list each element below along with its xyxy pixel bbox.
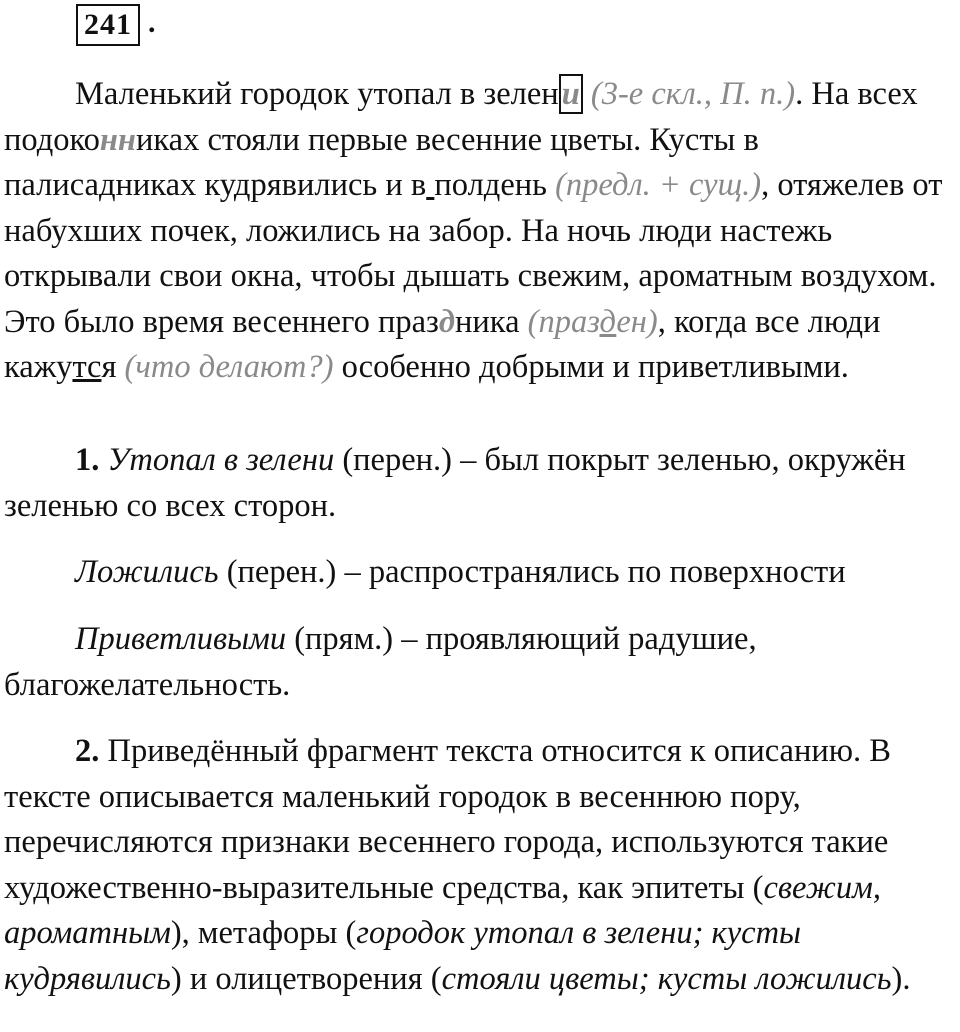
answer-item-1 bbox=[4, 438, 959, 529]
item-term: Утопал в зелени bbox=[107, 442, 335, 478]
text-part: , когда все люди кажу bbox=[4, 303, 881, 385]
item-text: ), метафоры ( bbox=[170, 915, 357, 951]
answer-item-1c bbox=[4, 617, 959, 708]
text-part: ника bbox=[455, 303, 528, 340]
item-text: Приведённый фрагмент текста относится к описанию. В тексте описывается маленький городок в весеннюю пору, перечисляются признаки весеннего города, используются такие художественно-выразительные средства, как эпитеты ( bbox=[4, 733, 891, 906]
exercise-number-dot: . bbox=[148, 6, 156, 39]
item-text: (прям.) – проявляющий радушие, благожелательность. bbox=[4, 621, 757, 703]
check-word: (празден) bbox=[527, 303, 658, 340]
item-text: ). bbox=[891, 960, 911, 997]
grammar-note: (предл. + сущ.) bbox=[555, 167, 762, 203]
text-part: полдень bbox=[434, 167, 556, 203]
item-example: свежим, ароматным bbox=[4, 869, 881, 951]
item-example: стояли цветы; кусты ложились bbox=[441, 960, 892, 997]
exercise-text bbox=[4, 72, 959, 391]
grammar-note: (что делают?) bbox=[124, 349, 334, 385]
underlined-letters: тс bbox=[72, 349, 102, 385]
text-part: особенно добрыми и приветливыми. bbox=[333, 349, 849, 385]
grammar-note: (3-е скл., П. п.) bbox=[590, 76, 796, 112]
item-term: Приветливыми bbox=[75, 621, 287, 657]
spelling-letter-highlight: нн bbox=[99, 121, 136, 158]
text-part: Маленький городок утопал в зелен bbox=[75, 76, 559, 112]
spelling-letter-highlight: д bbox=[438, 303, 456, 340]
text-part: я bbox=[101, 349, 125, 385]
answer-item-2 bbox=[4, 729, 959, 1002]
spelling-ending-highlight: и bbox=[559, 74, 583, 114]
exercise-number: 241 bbox=[76, 4, 140, 46]
item-term: Ложились bbox=[75, 554, 219, 590]
item-example: городок утопал в зелени; кусты кудрявились bbox=[4, 915, 802, 997]
text-part: . На всех подоко bbox=[4, 76, 918, 158]
text-part: иках стояли первые весенние цветы. Кусты в палисадниках кудрявились и в bbox=[4, 121, 759, 203]
item-number: 1. bbox=[75, 442, 100, 478]
text-part: , отяжелев от набухших почек, ложились на забор. На ночь люди настежь открывали свои окна, чтобы дышать свежим, ароматным воздухом. Это было время весеннего праз bbox=[4, 167, 943, 340]
item-text: (перен.) – распространялись по поверхности bbox=[218, 554, 846, 590]
item-number: 2. bbox=[75, 733, 100, 769]
item-text: (перен.) – был покрыт зеленью, окружён зеленью со всех сторон. bbox=[4, 442, 906, 524]
item-text: ) и олицетворения ( bbox=[170, 960, 442, 997]
answer-item-1b bbox=[4, 550, 959, 596]
